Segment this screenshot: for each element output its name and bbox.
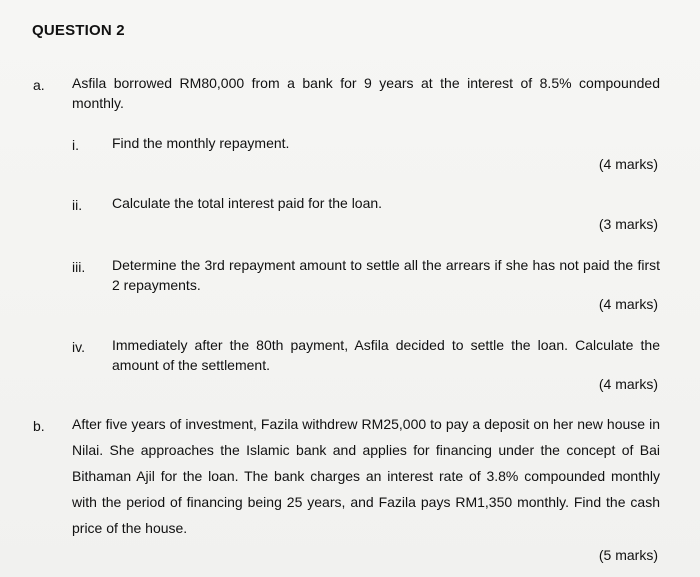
part-b-marks: (5 marks) bbox=[598, 547, 658, 563]
part-a-label: a. bbox=[33, 77, 45, 93]
part-a-item-1-marks: (4 marks) bbox=[598, 156, 658, 172]
part-a-item-2-text: Calculate the total interest paid for the loan. bbox=[112, 195, 383, 211]
part-a-text: Asfila borrowed RM80,000 from a bank for 9 years at the interest of 8.5% compounded monthly. bbox=[72, 75, 660, 111]
part-a-item-4-marks: (4 marks) bbox=[598, 376, 658, 392]
part-a-item-4-text: Immediately after the 80th payment, Asfila decided to settle the loan. Calculate the amount of the settlement. bbox=[112, 337, 660, 373]
part-b-label: b. bbox=[33, 418, 45, 434]
part-a-item-3-marks: (4 marks) bbox=[598, 296, 658, 312]
part-a-item-2-label: ii. bbox=[72, 197, 83, 213]
question-title: QUESTION 2 bbox=[32, 22, 125, 39]
part-a-item-1-label: i. bbox=[72, 137, 79, 153]
part-b-text: After five years of investment, Fazila withdrew RM25,000 to pay a deposit on her new house in Nilai. She approaches the Islamic bank and applies for financing under the concept of Bai Bithaman Ajil for the loan. The bank charges an interest rate of 3.8% compounded monthly with the period of financing being 25 years, and Fazila pays RM1,350 monthly. Find the cash price of the house. bbox=[72, 416, 660, 536]
part-a-item-3-label: iii. bbox=[72, 259, 86, 275]
part-a-item-4-label: iv. bbox=[72, 339, 85, 355]
part-a-item-3-text: Determine the 3rd repayment amount to settle all the arrears if she has not paid the first 2 repayments. bbox=[112, 257, 660, 293]
part-a-item-1-text: Find the monthly repayment. bbox=[112, 135, 290, 151]
part-a-item-2-marks: (3 marks) bbox=[598, 216, 658, 232]
